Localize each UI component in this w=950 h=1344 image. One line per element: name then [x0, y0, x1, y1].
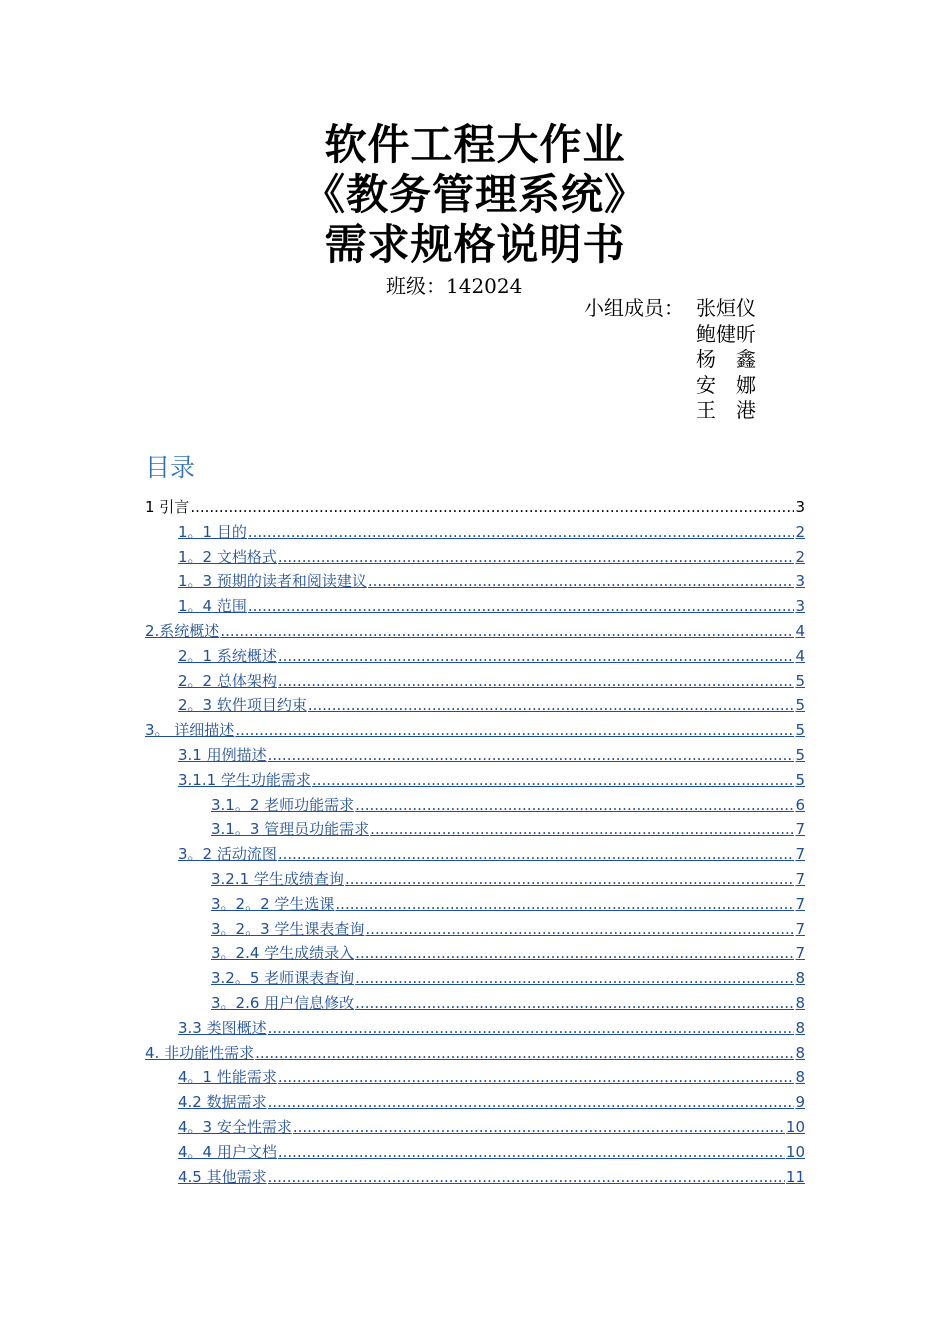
class-info: 班级：142024 [386, 274, 523, 298]
toc-entry[interactable] [145, 1016, 805, 1041]
toc-dot-leader [278, 842, 795, 867]
toc-dot-leader [355, 966, 794, 991]
toc-entry[interactable] [145, 1165, 805, 1190]
toc-entry[interactable] [145, 619, 805, 644]
toc-entry[interactable] [145, 991, 805, 1016]
toc-dot-leader [368, 569, 795, 594]
toc-entry-title: 3.1。2 老师功能需求 [211, 795, 355, 814]
toc-entry-title: 3.1。3 管理员功能需求 [211, 820, 370, 839]
toc-dot-leader [345, 867, 795, 892]
toc-entry-page: 11 [785, 1167, 805, 1186]
toc-dot-leader [370, 817, 794, 842]
toc-entry[interactable] [145, 941, 805, 966]
toc-entry-page: 5 [795, 770, 805, 789]
member-name: 张烜仪 [696, 296, 756, 320]
toc-entry[interactable] [145, 1140, 805, 1165]
toc-entry-title: 3.2。5 老师课表查询 [211, 969, 355, 988]
toc-entry-title: 4。1 性能需求 [178, 1068, 277, 1087]
toc-dot-leader [335, 892, 794, 917]
toc-entry-page: 8 [795, 1018, 805, 1037]
toc-entry-page: 7 [795, 869, 805, 888]
toc-entry-title: 1。4 范围 [178, 597, 247, 616]
member-name: 杨 鑫 [696, 347, 756, 371]
toc-entry[interactable] [145, 892, 805, 917]
toc-dot-leader [278, 545, 795, 570]
toc-dot-leader [255, 1041, 794, 1066]
toc-entry-title: 3.3 类图概述 [178, 1018, 267, 1037]
toc-entry-page: 6 [795, 795, 805, 814]
toc-entry-title: 4.2 数据需求 [178, 1093, 267, 1112]
group-members [584, 296, 756, 424]
toc-entry-page: 9 [795, 1093, 805, 1112]
toc-entry[interactable] [145, 1041, 805, 1066]
toc-entry-page: 10 [785, 1117, 805, 1136]
toc-entry-title: 2.系统概述 [145, 621, 220, 640]
toc-entry-title: 1。3 预期的读者和阅读建议 [178, 572, 367, 591]
toc-dot-leader [268, 1016, 795, 1041]
toc-dot-leader [190, 495, 794, 520]
toc-dot-leader [278, 644, 795, 669]
toc-entry[interactable] [145, 817, 805, 842]
toc-entry[interactable] [145, 1115, 805, 1140]
toc-entry-title: 3.2.1 学生成绩查询 [211, 869, 344, 888]
toc-entry[interactable] [145, 520, 805, 545]
toc-entry-page: 5 [795, 745, 805, 764]
toc-entry-page: 7 [795, 820, 805, 839]
toc-entry-title: 4. 非功能性需求 [145, 1043, 255, 1062]
toc-entry-title: 3。2.4 学生成绩录入 [211, 944, 355, 963]
toc-dot-leader [365, 917, 794, 942]
toc-dot-leader [220, 619, 794, 644]
toc-entry-page: 4 [795, 646, 805, 665]
toc-entry-page: 5 [795, 721, 805, 740]
title-line-2: 《教务管理系统》 [302, 170, 647, 219]
members-label: 小组成员： [584, 296, 684, 320]
toc-entry-page: 5 [795, 696, 805, 715]
toc-entry[interactable] [145, 718, 805, 743]
toc-entry[interactable] [145, 669, 805, 694]
toc-entry[interactable] [145, 545, 805, 570]
toc-entry-page: 7 [795, 919, 805, 938]
table-of-contents [145, 495, 805, 1189]
toc-dot-leader [308, 693, 795, 718]
toc-dot-leader [312, 768, 795, 793]
toc-entry-page: 7 [795, 894, 805, 913]
toc-entry-title: 4。3 安全性需求 [178, 1117, 292, 1136]
toc-entry-page: 8 [795, 993, 805, 1012]
toc-dot-leader [355, 793, 794, 818]
toc-entry[interactable] [145, 594, 805, 619]
toc-entry[interactable] [145, 768, 805, 793]
toc-entry-page: 8 [795, 969, 805, 988]
toc-dot-leader [268, 1090, 795, 1115]
toc-dot-leader [235, 718, 794, 743]
toc-dot-leader [293, 1115, 785, 1140]
toc-entry-title: 1 引言 [145, 498, 190, 516]
toc-entry-page: 8 [795, 1068, 805, 1087]
toc-entry-title: 3。2。3 学生课表查询 [211, 919, 365, 938]
toc-dot-leader [248, 520, 795, 545]
toc-entry-page: 2 [795, 547, 805, 566]
member-name: 王 港 [696, 398, 756, 422]
toc-entry[interactable] [145, 693, 805, 718]
toc-entry-page: 3 [795, 597, 805, 616]
toc-entry-page: 3 [795, 572, 805, 591]
member-name: 鲍健昕 [696, 321, 756, 346]
toc-entry-page: 8 [795, 1043, 805, 1062]
document-title [0, 120, 950, 270]
toc-entry-page: 4 [795, 621, 805, 640]
toc-entry-page: 10 [785, 1142, 805, 1161]
toc-entry[interactable] [145, 569, 805, 594]
toc-entry-title: 4.5 其他需求 [178, 1167, 267, 1186]
title-line-1: 软件工程大作业 [324, 120, 626, 169]
toc-dot-leader [355, 991, 794, 1016]
toc-entry-title: 2。3 软件项目约束 [178, 696, 307, 715]
member-name: 安 娜 [696, 372, 756, 397]
toc-dot-leader [355, 941, 794, 966]
toc-entry-page: 7 [795, 944, 805, 963]
toc-entry-title: 3。2。2 学生选课 [211, 894, 335, 913]
toc-entry[interactable] [145, 842, 805, 867]
toc-entry-page: 3 [795, 498, 805, 516]
toc-dot-leader [278, 1140, 785, 1165]
toc-entry-title: 4。4 用户文档 [178, 1142, 277, 1161]
toc-entry[interactable] [145, 793, 805, 818]
toc-entry-page: 7 [795, 845, 805, 864]
toc-dot-leader [268, 1165, 785, 1190]
toc-entry-title: 3。 详细描述 [145, 721, 235, 740]
toc-entry-title: 2。1 系统概述 [178, 646, 277, 665]
toc-entry[interactable] [145, 1090, 805, 1115]
toc-entry-title: 3。2 活动流图 [178, 845, 277, 864]
toc-entry-title: 1。2 文档格式 [178, 547, 277, 566]
toc-entry-page: 2 [795, 522, 805, 541]
toc-entry-title: 3。2.6 用户信息修改 [211, 993, 355, 1012]
toc-entry[interactable] [145, 867, 805, 892]
toc-dot-leader [278, 669, 795, 694]
toc-dot-leader [268, 743, 795, 768]
toc-entry[interactable] [145, 743, 805, 768]
toc-entry[interactable] [145, 644, 805, 669]
toc-entry-title: 3.1 用例描述 [178, 745, 267, 764]
toc-entry [145, 495, 805, 520]
toc-dot-leader [278, 1065, 795, 1090]
toc-entry[interactable] [145, 1065, 805, 1090]
toc-heading: 目录 [145, 453, 196, 482]
toc-entry-title: 1。1 目的 [178, 522, 247, 541]
toc-entry-title: 3.1.1 学生功能需求 [178, 770, 311, 789]
title-line-3: 需求规格说明书 [324, 220, 626, 269]
toc-entry-page: 5 [795, 671, 805, 690]
toc-entry-title: 2。2 总体架构 [178, 671, 277, 690]
toc-entry[interactable] [145, 966, 805, 991]
toc-dot-leader [248, 594, 795, 619]
toc-entry[interactable] [145, 917, 805, 942]
